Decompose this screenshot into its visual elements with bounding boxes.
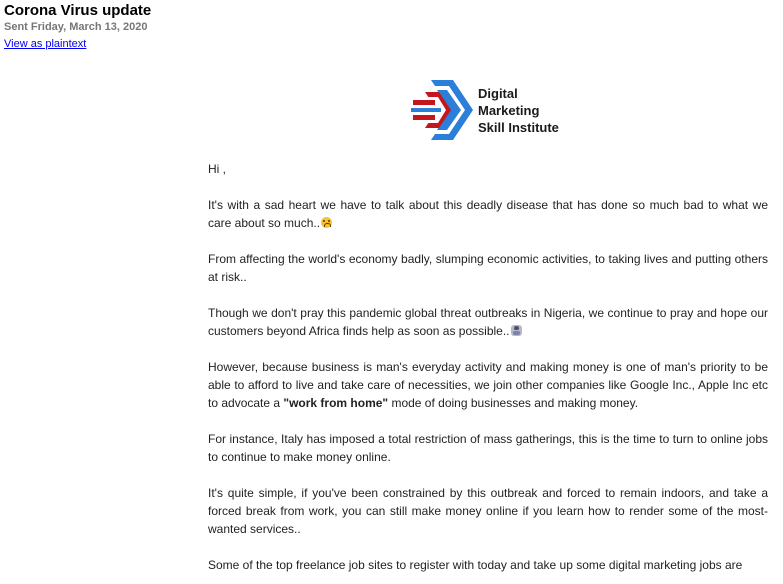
- greeting: [208, 160, 768, 178]
- logo-line-1: Digital: [478, 86, 518, 101]
- paragraph-1: [208, 196, 768, 232]
- work-from-home-bold: "work from home": [283, 396, 389, 410]
- paragraph-2: [208, 250, 768, 286]
- view-as-plaintext-link[interactable]: View as plaintext: [4, 38, 87, 50]
- email-body: [208, 160, 768, 574]
- email-subject: Corona Virus update: [4, 2, 152, 19]
- email-header: [4, 2, 151, 52]
- logo-wordmark: [478, 85, 559, 136]
- paragraph-4-text-end: mode of doing businesses and making money.: [388, 396, 639, 410]
- sad-face-icon: [321, 217, 332, 228]
- sent-date: Sent Friday, March 13, 2020: [4, 21, 148, 33]
- paragraph-5-text: For instance, Italy has imposed a total restriction of mass gatherings, this is the time to turn to online jobs to continue to make money online.: [208, 432, 768, 464]
- paragraph-1-text: It's with a sad heart we have to talk about this deadly disease that has done so much bad to what we care about so much..: [208, 198, 768, 230]
- paragraph-4-text-start: However, because business is man's everyday activity and making money is one of man's priority to be able to afford to live and take care of necessities, we join other companies like Google Inc., Apple Inc etc to advocate a: [208, 360, 768, 410]
- paragraph-6-text: It's quite simple, if you've been constrained by this outbreak and forced to remain indoors, and take a forced break from work, you can still make money online if you learn how to render some of the most-wanted services..: [208, 486, 768, 536]
- greeting-text: Hi ,: [208, 162, 226, 176]
- logo-line-2: Marketing: [478, 103, 540, 118]
- paragraph-6: [208, 484, 768, 538]
- paragraph-4: [208, 358, 768, 412]
- paragraph-3-text: Though we don't pray this pandemic global threat outbreaks in Nigeria, we continue to pray and hope our customers beyond Africa finds help as soon as possible..: [208, 306, 768, 338]
- paragraph-7-text: Some of the top freelance job sites to register with today and take up some digital marketing jobs are: [208, 558, 743, 572]
- logo-chevron-icon: [411, 78, 475, 142]
- praying-person-icon: [511, 325, 522, 336]
- paragraph-3: [208, 304, 768, 340]
- company-logo: [411, 78, 581, 142]
- paragraph-5: [208, 430, 768, 466]
- paragraph-2-text: From affecting the world's economy badly, slumping economic activities, to taking lives and putting others at risk..: [208, 252, 768, 284]
- logo-line-3: Skill Institute: [478, 120, 559, 135]
- paragraph-7: [208, 556, 768, 574]
